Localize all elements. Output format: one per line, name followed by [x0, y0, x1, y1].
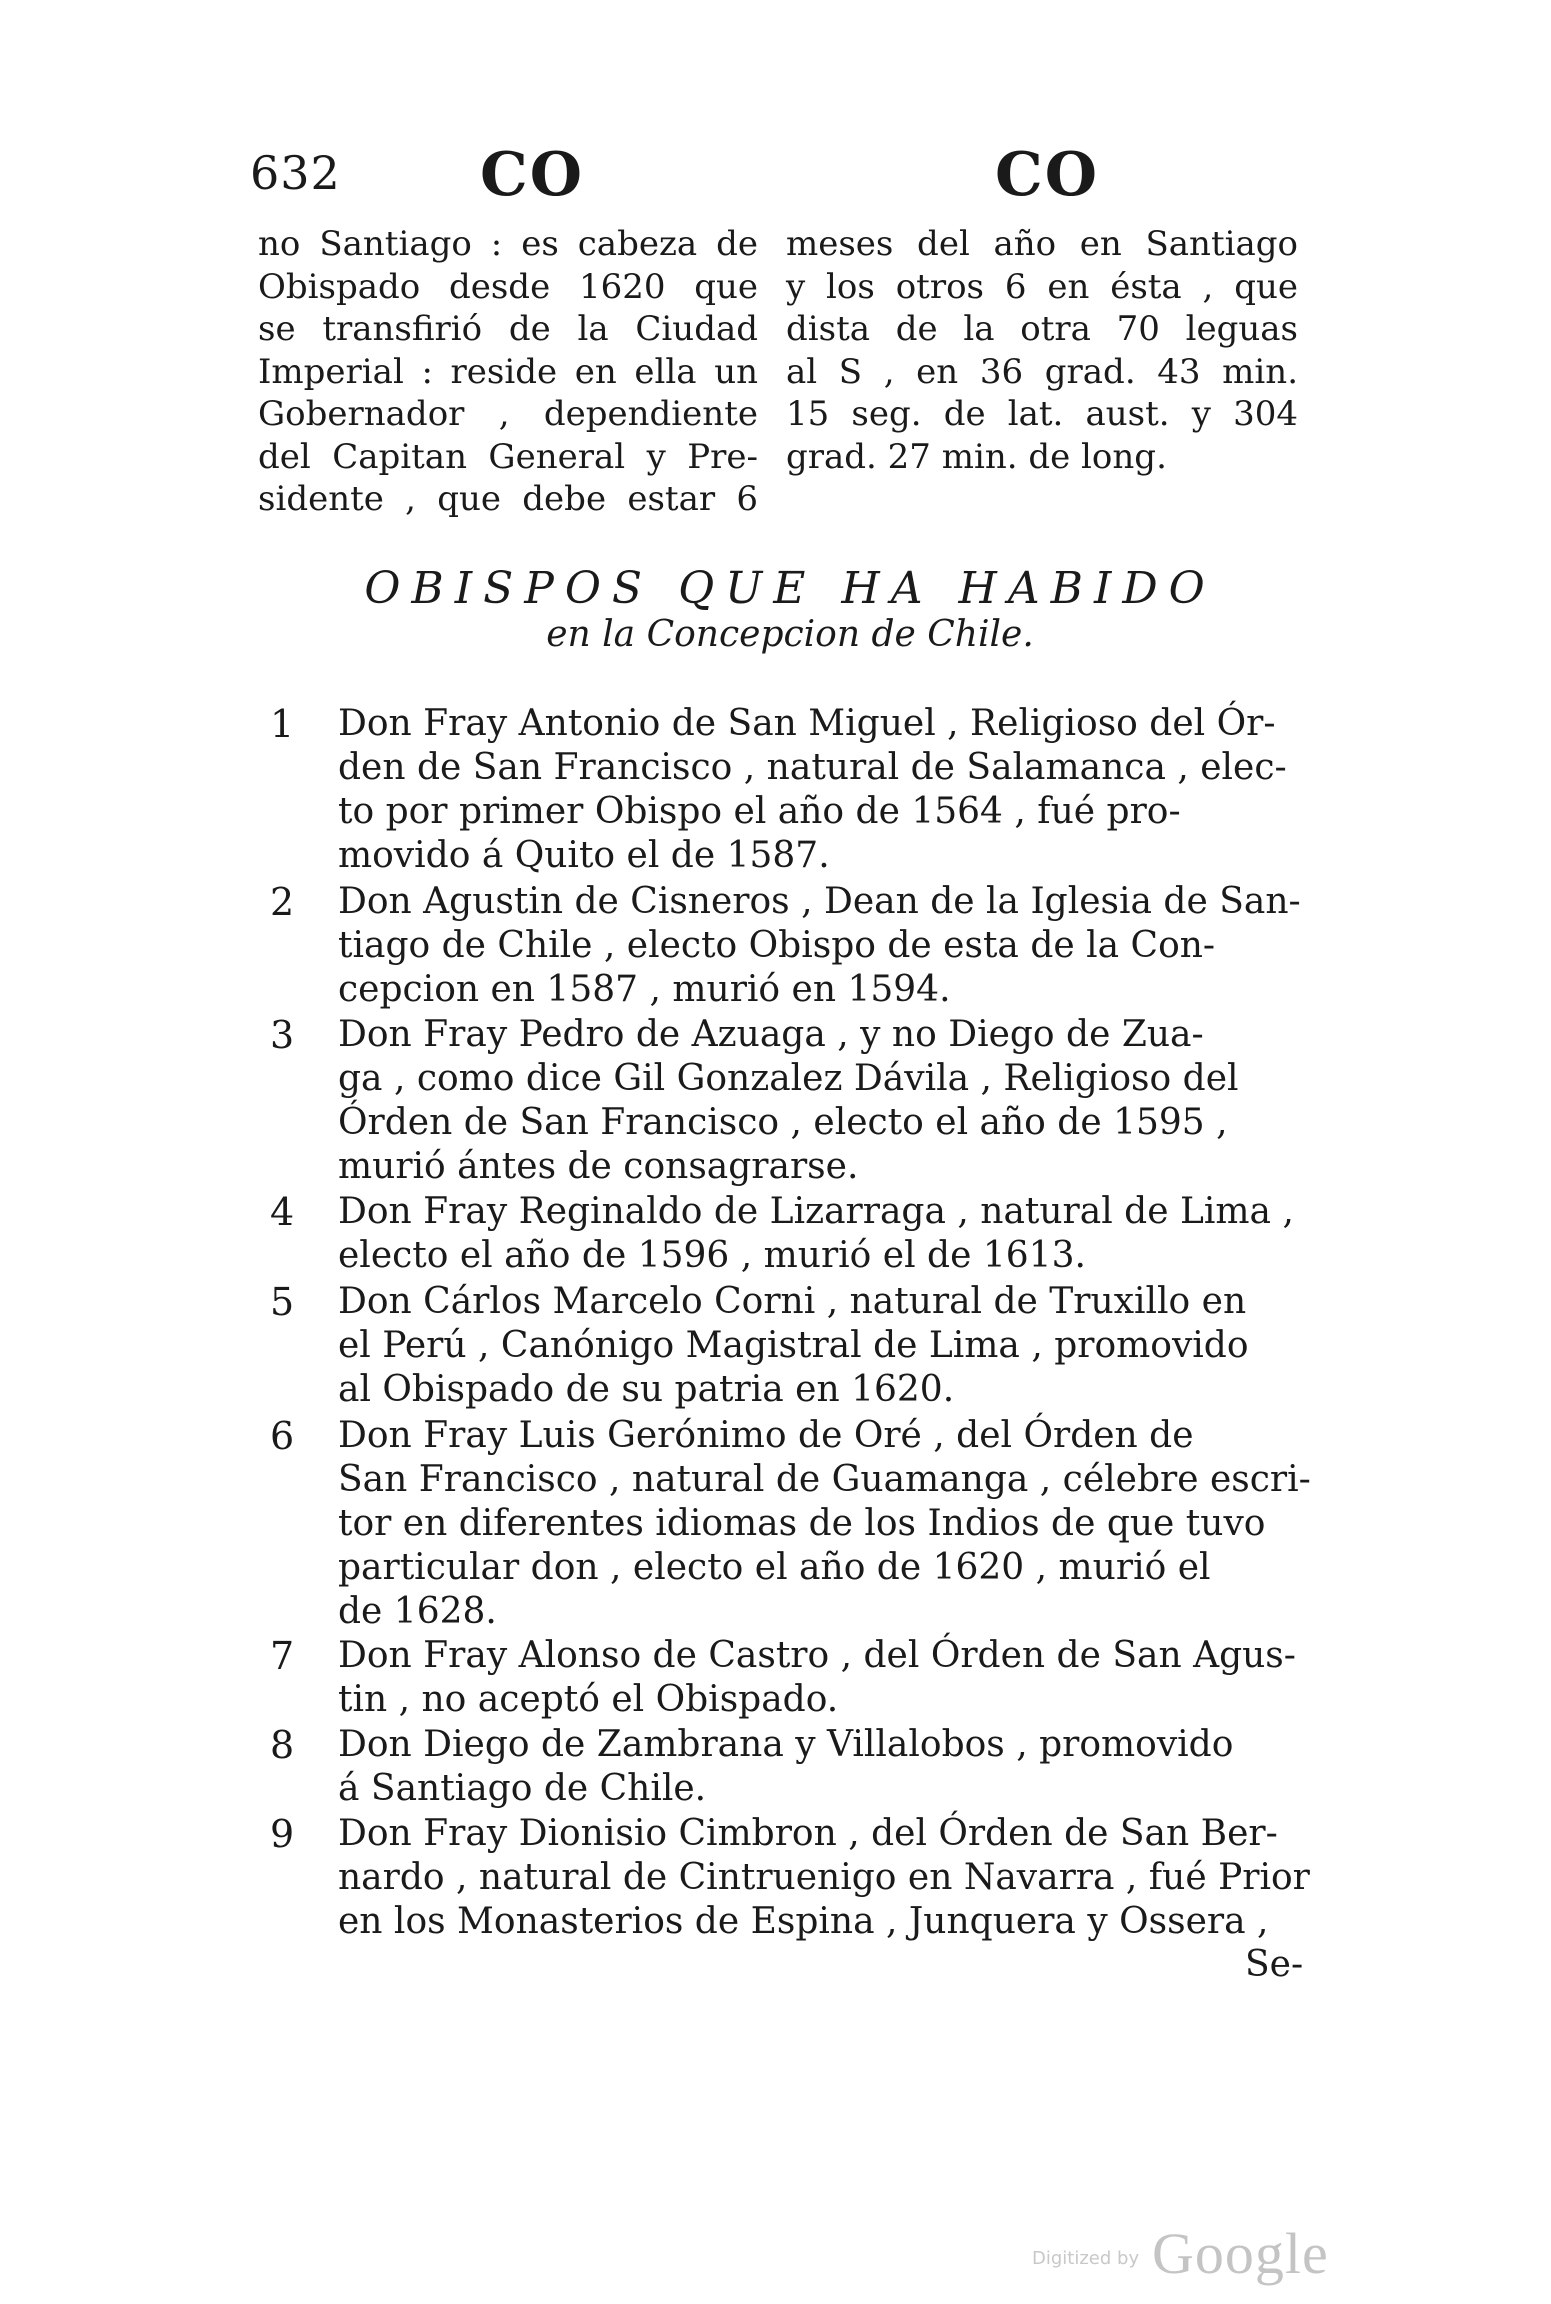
entry-text — [338, 1190, 1303, 1278]
entry-line: Don Fray Dionisio Cimbron , del Órden de San Ber- — [338, 1813, 1278, 1854]
intro-line: Imperial : reside en ella un — [258, 351, 758, 392]
intro-line: al S , en 36 grad. 43 min. — [786, 351, 1298, 392]
entry-line: al Obispado de su patria en 1620. — [338, 1369, 955, 1410]
entry-text — [338, 702, 1303, 878]
entry-text — [338, 1013, 1303, 1189]
entry-line: en los Monasterios de Espina , Junquera y Ossera , — [338, 1901, 1269, 1942]
entry-line: den de San Francisco , natural de Salamanca , elec- — [338, 747, 1287, 788]
entry-line: nardo , natural de Cintruenigo en Navarra , fué Prior — [338, 1857, 1310, 1898]
bishop-entry — [0, 1013, 1551, 1189]
entry-line: electo el año de 1596 , murió el de 1613. — [338, 1235, 1086, 1276]
google-logo: Google — [1152, 2221, 1329, 2286]
entry-text — [338, 1634, 1303, 1722]
entry-text — [338, 1280, 1303, 1412]
intro-line: se transfirió de la Ciudad — [258, 309, 758, 349]
page-number: 632 — [250, 146, 341, 200]
entry-number: 8 — [270, 1723, 295, 1767]
intro-line: Obispado desde 1620 que — [258, 266, 758, 307]
intro-left-column — [258, 223, 758, 521]
running-header — [250, 140, 1300, 210]
bishop-entry — [0, 1280, 1551, 1412]
entry-line: particular don , electo el año de 1620 , murió el — [338, 1547, 1211, 1588]
intro-line: grad. 27 min. de long. — [786, 436, 1167, 477]
intro-right-column — [786, 223, 1298, 478]
entry-line: Don Diego de Zambrana y Villalobos , promovido — [338, 1724, 1234, 1765]
entry-line: Don Fray Pedro de Azuaga , y no Diego de Zua- — [338, 1014, 1204, 1055]
entry-line: murió ántes de consagrarse. — [338, 1146, 859, 1187]
bishop-entry — [0, 1634, 1551, 1722]
entry-line: de 1628. — [338, 1591, 497, 1632]
intro-line: sidente , que debe estar 6 — [258, 479, 758, 519]
header-left-word: CO — [480, 140, 585, 210]
entry-line: movido á Quito el de 1587. — [338, 835, 830, 876]
bishop-entry — [0, 702, 1551, 878]
header-right-word: CO — [995, 140, 1100, 210]
entry-line: tin , no aceptó el Obispado. — [338, 1679, 839, 1720]
intro-line: no Santiago : es cabeza de — [258, 224, 758, 264]
entry-text — [338, 1414, 1311, 1634]
bishop-entry — [0, 1723, 1551, 1811]
entry-line: Don Cárlos Marcelo Corni , natural de Truxillo en — [338, 1281, 1247, 1322]
entry-text — [338, 880, 1303, 1012]
entry-number: 6 — [270, 1414, 295, 1458]
entry-line: el Perú , Canónigo Magistral de Lima , promovido — [338, 1325, 1249, 1366]
entry-line: Don Fray Reginaldo de Lizarraga , natural de Lima , — [338, 1191, 1294, 1232]
entry-line: to por primer Obispo el año de 1564 , fué pro- — [338, 791, 1181, 832]
entry-text — [338, 1812, 1310, 1944]
entry-number: 4 — [270, 1190, 295, 1234]
entry-number: 3 — [270, 1013, 295, 1057]
section-subtitle: en la Concepcion de Chile. — [546, 614, 1034, 655]
entry-line: Don Agustin de Cisneros , Dean de la Iglesia de San- — [338, 881, 1301, 922]
intro-line: meses del año en Santiago — [786, 224, 1298, 264]
entry-line: Órden de San Francisco , electo el año de 1595 , — [338, 1102, 1228, 1143]
entry-number: 7 — [270, 1634, 295, 1678]
catchword: Se- — [1245, 1944, 1304, 1985]
entry-line: tor en diferentes idiomas de los Indios de que tuvo — [338, 1503, 1266, 1544]
bishop-entry — [0, 1812, 1551, 1944]
intro-line: dista de la otra 70 leguas — [786, 309, 1298, 349]
entry-line: cepcion en 1587 , murió en 1594. — [338, 969, 951, 1010]
intro-line: y los otros 6 en ésta , que — [786, 266, 1298, 307]
entry-line: Don Fray Antonio de San Miguel , Religioso del Ór- — [338, 703, 1276, 744]
entry-line: San Francisco , natural de Guamanga , célebre escri- — [338, 1459, 1311, 1500]
entry-line: Don Fray Luis Gerónimo de Oré , del Órden de — [338, 1415, 1194, 1456]
entry-number: 2 — [270, 880, 295, 924]
entry-line: á Santiago de Chile. — [338, 1768, 707, 1809]
entry-number: 5 — [270, 1280, 295, 1324]
intro-line: Gobernador , dependiente — [258, 394, 758, 434]
entry-number: 9 — [270, 1812, 295, 1856]
bishop-entry — [0, 880, 1551, 1012]
entry-line: Don Fray Alonso de Castro , del Órden de San Agus- — [338, 1635, 1296, 1676]
entry-line: ga , como dice Gil Gonzalez Dávila , Religioso del — [338, 1058, 1239, 1099]
entry-line: tiago de Chile , electo Obispo de esta de la Con- — [338, 925, 1216, 966]
intro-line: del Capitan General y Pre- — [258, 436, 758, 477]
watermark-prefix: Digitized by — [1032, 2248, 1140, 2269]
section-title: OBISPOS QUE HA HABIDO — [364, 563, 1216, 614]
intro-line: 15 seg. de lat. aust. y 304 — [786, 394, 1298, 434]
entry-text — [338, 1723, 1303, 1811]
bishop-entry — [0, 1190, 1551, 1278]
entry-number: 1 — [270, 702, 295, 746]
bishop-entry — [0, 1414, 1551, 1634]
